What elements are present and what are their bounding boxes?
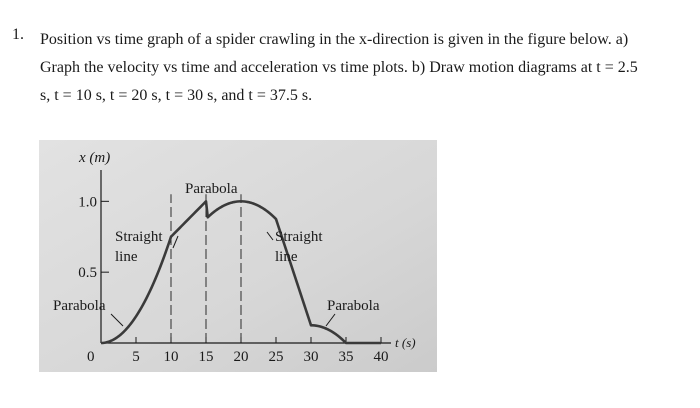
problem-text — [40, 26, 680, 110]
origin-label: 0 — [87, 349, 95, 365]
y-axis-label: x (m) — [79, 150, 111, 166]
y-tick-label: 1.0 — [78, 194, 97, 211]
x-tick-label: 30 — [303, 349, 319, 365]
x-tick-label: 35 — [338, 349, 354, 365]
annotation-parabola-left: Parabola — [53, 298, 106, 314]
photo-background — [39, 140, 437, 372]
x-tick-label: 40 — [373, 349, 389, 365]
y-tick-label: 0.5 — [78, 265, 97, 282]
annotation-parabola-top: Parabola — [185, 181, 238, 197]
problem-line-2: Graph the velocity vs time and acceleration vs time plots. b) Draw motion diagrams at t = 2.5 — [40, 59, 638, 76]
x-tick-label: 5 — [132, 349, 140, 365]
problem-line-3: s, t = 10 s, t = 20 s, t = 30 s, and t = 37.5 s. — [40, 87, 313, 104]
annotation-straight-right-1: Straight — [275, 229, 323, 245]
x-tick-label: 15 — [198, 349, 214, 365]
problem-line-1: Position vs time graph of a spider crawling in the x-direction is given in the figure below. a) — [40, 31, 629, 48]
annotation-straight-right-2: line — [275, 249, 298, 265]
x-axis-label: t (s) — [395, 335, 416, 350]
x-tick-label: 20 — [233, 349, 249, 365]
annotation-straight-left-2: line — [115, 249, 138, 265]
x-tick-label: 10 — [163, 349, 179, 365]
annotation-straight-left-1: Straight — [115, 229, 163, 245]
problem-number: 1. — [12, 26, 24, 43]
annotation-parabola-right: Parabola — [327, 298, 380, 314]
position-time-graph — [39, 140, 437, 372]
x-tick-label: 25 — [268, 349, 284, 365]
graph-photo — [39, 140, 437, 372]
